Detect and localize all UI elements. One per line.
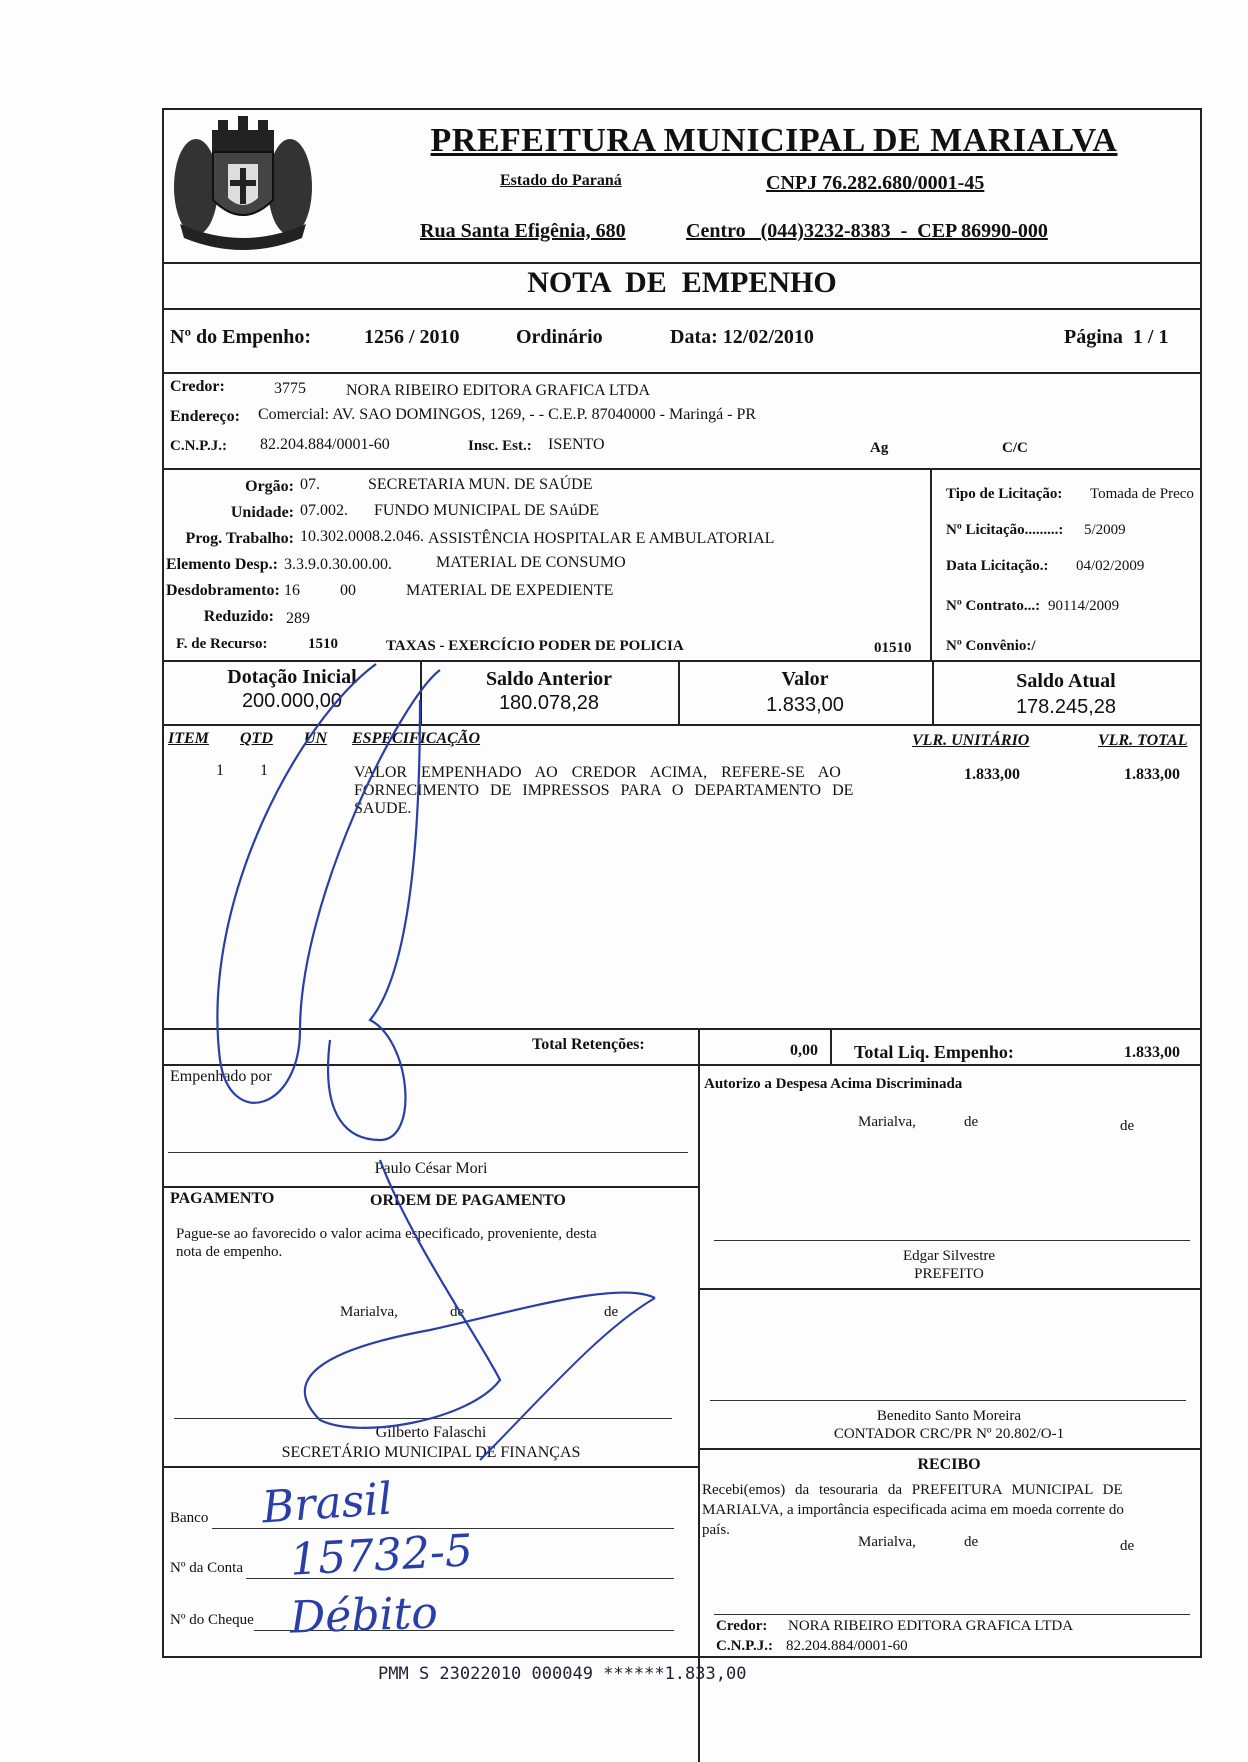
contrato-value: 90114/2009	[1048, 598, 1120, 614]
orgao-code: 07.	[300, 476, 320, 493]
recibo-credor-name: NORA RIBEIRO EDITORA GRAFICA LTDA	[788, 1618, 1074, 1634]
item-spec-line-3: SAUDE.	[354, 800, 412, 817]
empenho-date: Data: 12/02/2010	[670, 326, 814, 348]
recibo-line-1: Recebi(emos) da tesouraria da PREFEITURA MUNICIPAL DE	[702, 1482, 1123, 1498]
contador-name: Benedito Santo Moreira	[876, 1408, 1022, 1424]
pagamento-de-2: de	[604, 1304, 619, 1320]
item-qty: 1	[260, 762, 268, 779]
pague-se-line-1: Pague-se ao favorecido o valor acima especificado, proveniente, desta	[176, 1226, 597, 1242]
credor-address: Comercial: AV. SAO DOMINGOS, 1269, - - C.E.P. 87040000 - Maringá - PR	[258, 406, 757, 423]
fonte-name: TAXAS - EXERCÍCIO PODER DE POLICIA	[386, 638, 684, 654]
cc-label: C/C	[1002, 440, 1028, 456]
pagamento-label: PAGAMENTO	[170, 1190, 275, 1207]
reduzido-label: Reduzido:	[203, 608, 274, 625]
credor-code: 3775	[274, 380, 306, 397]
empenhado-por-label: Empenhado por	[170, 1068, 272, 1085]
contador-title: CONTADOR CRC/PR Nº 20.802/O-1	[833, 1426, 1065, 1442]
empenhado-por-name: Paulo César Mori	[374, 1160, 488, 1177]
prefeito-title: PREFEITO	[914, 1266, 984, 1282]
item-number: 1	[216, 762, 224, 779]
credor-name: NORA RIBEIRO EDITORA GRAFICA LTDA	[346, 382, 651, 399]
recibo-credor-label: Credor:	[716, 1618, 768, 1634]
desd-name: MATERIAL DE EXPEDIENTE	[406, 582, 614, 599]
state-name: Estado do Paraná	[500, 172, 622, 189]
unit-value-col-header: VLR. UNITÁRIO	[912, 732, 1030, 749]
item-col-header: ITEM	[168, 730, 209, 747]
recibo-cnpj-label: C.N.P.J.:	[716, 1638, 773, 1654]
saldo-anterior-value: 180.078,28	[498, 692, 600, 714]
empenho-number: 1256 / 2010	[364, 326, 460, 348]
desd-code: 16	[284, 582, 300, 599]
autorizo-de-1: de	[964, 1114, 979, 1130]
financas-name: Gilberto Falaschi	[375, 1424, 487, 1441]
fonte-num: 01510	[874, 640, 912, 656]
bank-stamp: PMM S 23022010 000049 ******1.833,00	[378, 1664, 747, 1684]
saldo-atual-value: 178.245,28	[1015, 696, 1117, 718]
ag-label: Ag	[870, 440, 889, 456]
insc-value: ISENTO	[548, 436, 605, 453]
recibo-line-2: MARIALVA, a importância especificada acima em moeda corrente do	[702, 1502, 1124, 1518]
num-licitacao-value: 5/2009	[1084, 522, 1126, 538]
orgao-name: SECRETARIA MUN. DE SAÚDE	[368, 476, 593, 493]
prefeito-name: Edgar Silvestre	[902, 1248, 996, 1264]
tipo-licitacao-value: Tomada de Preco	[1090, 486, 1194, 502]
valor-label: Valor	[781, 668, 829, 690]
banco-label: Banco	[170, 1510, 209, 1526]
autorizo-label: Autorizo a Despesa Acima Discriminada	[704, 1076, 963, 1092]
recibo-cnpj: 82.204.884/0001-60	[786, 1638, 908, 1654]
prog-label: Prog. Trabalho:	[185, 530, 294, 547]
elem-code: 3.3.9.0.30.00.00.	[284, 556, 392, 573]
item-unit-value: 1.833,00	[964, 766, 1020, 783]
num-licitacao-label: Nº Licitação.........:	[946, 522, 1064, 538]
saldo-anterior-label: Saldo Anterior	[485, 668, 613, 690]
fonte-label: F. de Recurso:	[176, 636, 268, 652]
item-spec-line-1: VALOR EMPENHADO AO CREDOR ACIMA, REFERE-SE AO	[354, 764, 841, 781]
autorizo-de-2: de	[1120, 1118, 1135, 1134]
empenho-type: Ordinário	[516, 326, 603, 348]
retencoes-value: 0,00	[790, 1042, 818, 1059]
pagamento-de-1: de	[450, 1304, 465, 1320]
liquido-label: Total Liq. Empenho:	[854, 1042, 1014, 1062]
retencoes-label: Total Retenções:	[532, 1036, 645, 1053]
address-label: Endereço:	[170, 408, 240, 425]
document-title: NOTA DE EMPENHO	[527, 266, 837, 299]
street-address: Rua Santa Efigênia, 680	[420, 220, 626, 242]
handwritten-cheque: Débito	[289, 1587, 439, 1644]
elem-name: MATERIAL DE CONSUMO	[436, 554, 626, 571]
desd-sub: 00	[340, 582, 356, 599]
autorizo-place: Marialva,	[858, 1114, 916, 1130]
item-spec-line-2: FORNECIMENTO DE IMPRESSOS PARA O DEPARTAMENTO DE	[354, 782, 854, 799]
saldo-atual-label: Saldo Atual	[1016, 670, 1116, 692]
reduzido-value: 289	[286, 610, 310, 627]
fonte-code: 1510	[308, 636, 338, 652]
contrato-label: Nº Contrato...:	[946, 598, 1041, 614]
unidade-code: 07.002.	[300, 502, 348, 519]
financas-title: SECRETÁRIO MUNICIPAL DE FINANÇAS	[281, 1444, 581, 1461]
unidade-label: Unidade:	[230, 504, 294, 521]
recibo-title: RECIBO	[917, 1456, 981, 1473]
cheque-label: Nº do Cheque	[170, 1612, 254, 1628]
handwritten-bank: Brasil	[260, 1473, 394, 1534]
qtd-col-header: QTD	[240, 730, 273, 747]
credor-label: Credor:	[170, 378, 225, 395]
credor-cnpj: 82.204.884/0001-60	[260, 436, 390, 453]
recibo-place: Marialva,	[858, 1534, 916, 1550]
ordem-pagamento-label: ORDEM DE PAGAMENTO	[370, 1192, 566, 1209]
insc-label: Insc. Est.:	[468, 438, 532, 454]
tipo-licitacao-label: Tipo de Licitação:	[946, 486, 1063, 502]
liquido-value: 1.833,00	[1124, 1044, 1180, 1061]
desd-label: Desdobramento:	[166, 582, 280, 599]
page-number: Página 1 / 1	[1064, 326, 1169, 348]
prog-name: ASSISTÊNCIA HOSPITALAR E AMBULATORIAL	[428, 530, 775, 547]
empenho-number-label: Nº do Empenho:	[170, 326, 312, 348]
unidade-name: FUNDO MUNICIPAL DE SAúDE	[374, 502, 600, 519]
item-total-value: 1.833,00	[1124, 766, 1180, 783]
municipality-title: PREFEITURA MUNICIPAL DE MARIALVA	[430, 122, 1118, 159]
handwritten-account: 15732-5	[288, 1525, 475, 1586]
data-licitacao-label: Data Licitação.:	[946, 558, 1049, 574]
cnpj-header: CNPJ 76.282.680/0001-45	[766, 172, 985, 194]
recibo-line-3: país.	[702, 1522, 730, 1538]
recibo-de-1: de	[964, 1534, 979, 1550]
recibo-de-2: de	[1120, 1538, 1135, 1554]
data-licitacao-value: 04/02/2009	[1076, 558, 1145, 574]
prog-code: 10.302.0008.2.046.	[300, 528, 424, 545]
dotacao-value: 200.000,00	[241, 690, 343, 712]
district-phone-cep: Centro (044)3232-8383 - CEP 86990-000	[686, 220, 1048, 242]
un-col-header: UN	[304, 730, 328, 747]
conta-label: Nº da Conta	[170, 1560, 243, 1576]
orgao-label: Orgão:	[245, 478, 294, 495]
spec-col-header: ESPECIFICAÇÃO	[352, 730, 481, 747]
cnpj-label: C.N.P.J.:	[170, 438, 227, 454]
nota-de-empenho-form	[162, 108, 1202, 1658]
valor-value: 1.833,00	[766, 694, 844, 716]
dotacao-label: Dotação Inicial	[227, 666, 357, 688]
pague-se-line-2: nota de empenho.	[176, 1244, 283, 1260]
elem-label: Elemento Desp.:	[166, 556, 278, 573]
total-value-col-header: VLR. TOTAL	[1098, 732, 1188, 749]
pagamento-place: Marialva,	[340, 1304, 398, 1320]
convenio-label: Nº Convênio:/	[946, 638, 1036, 654]
